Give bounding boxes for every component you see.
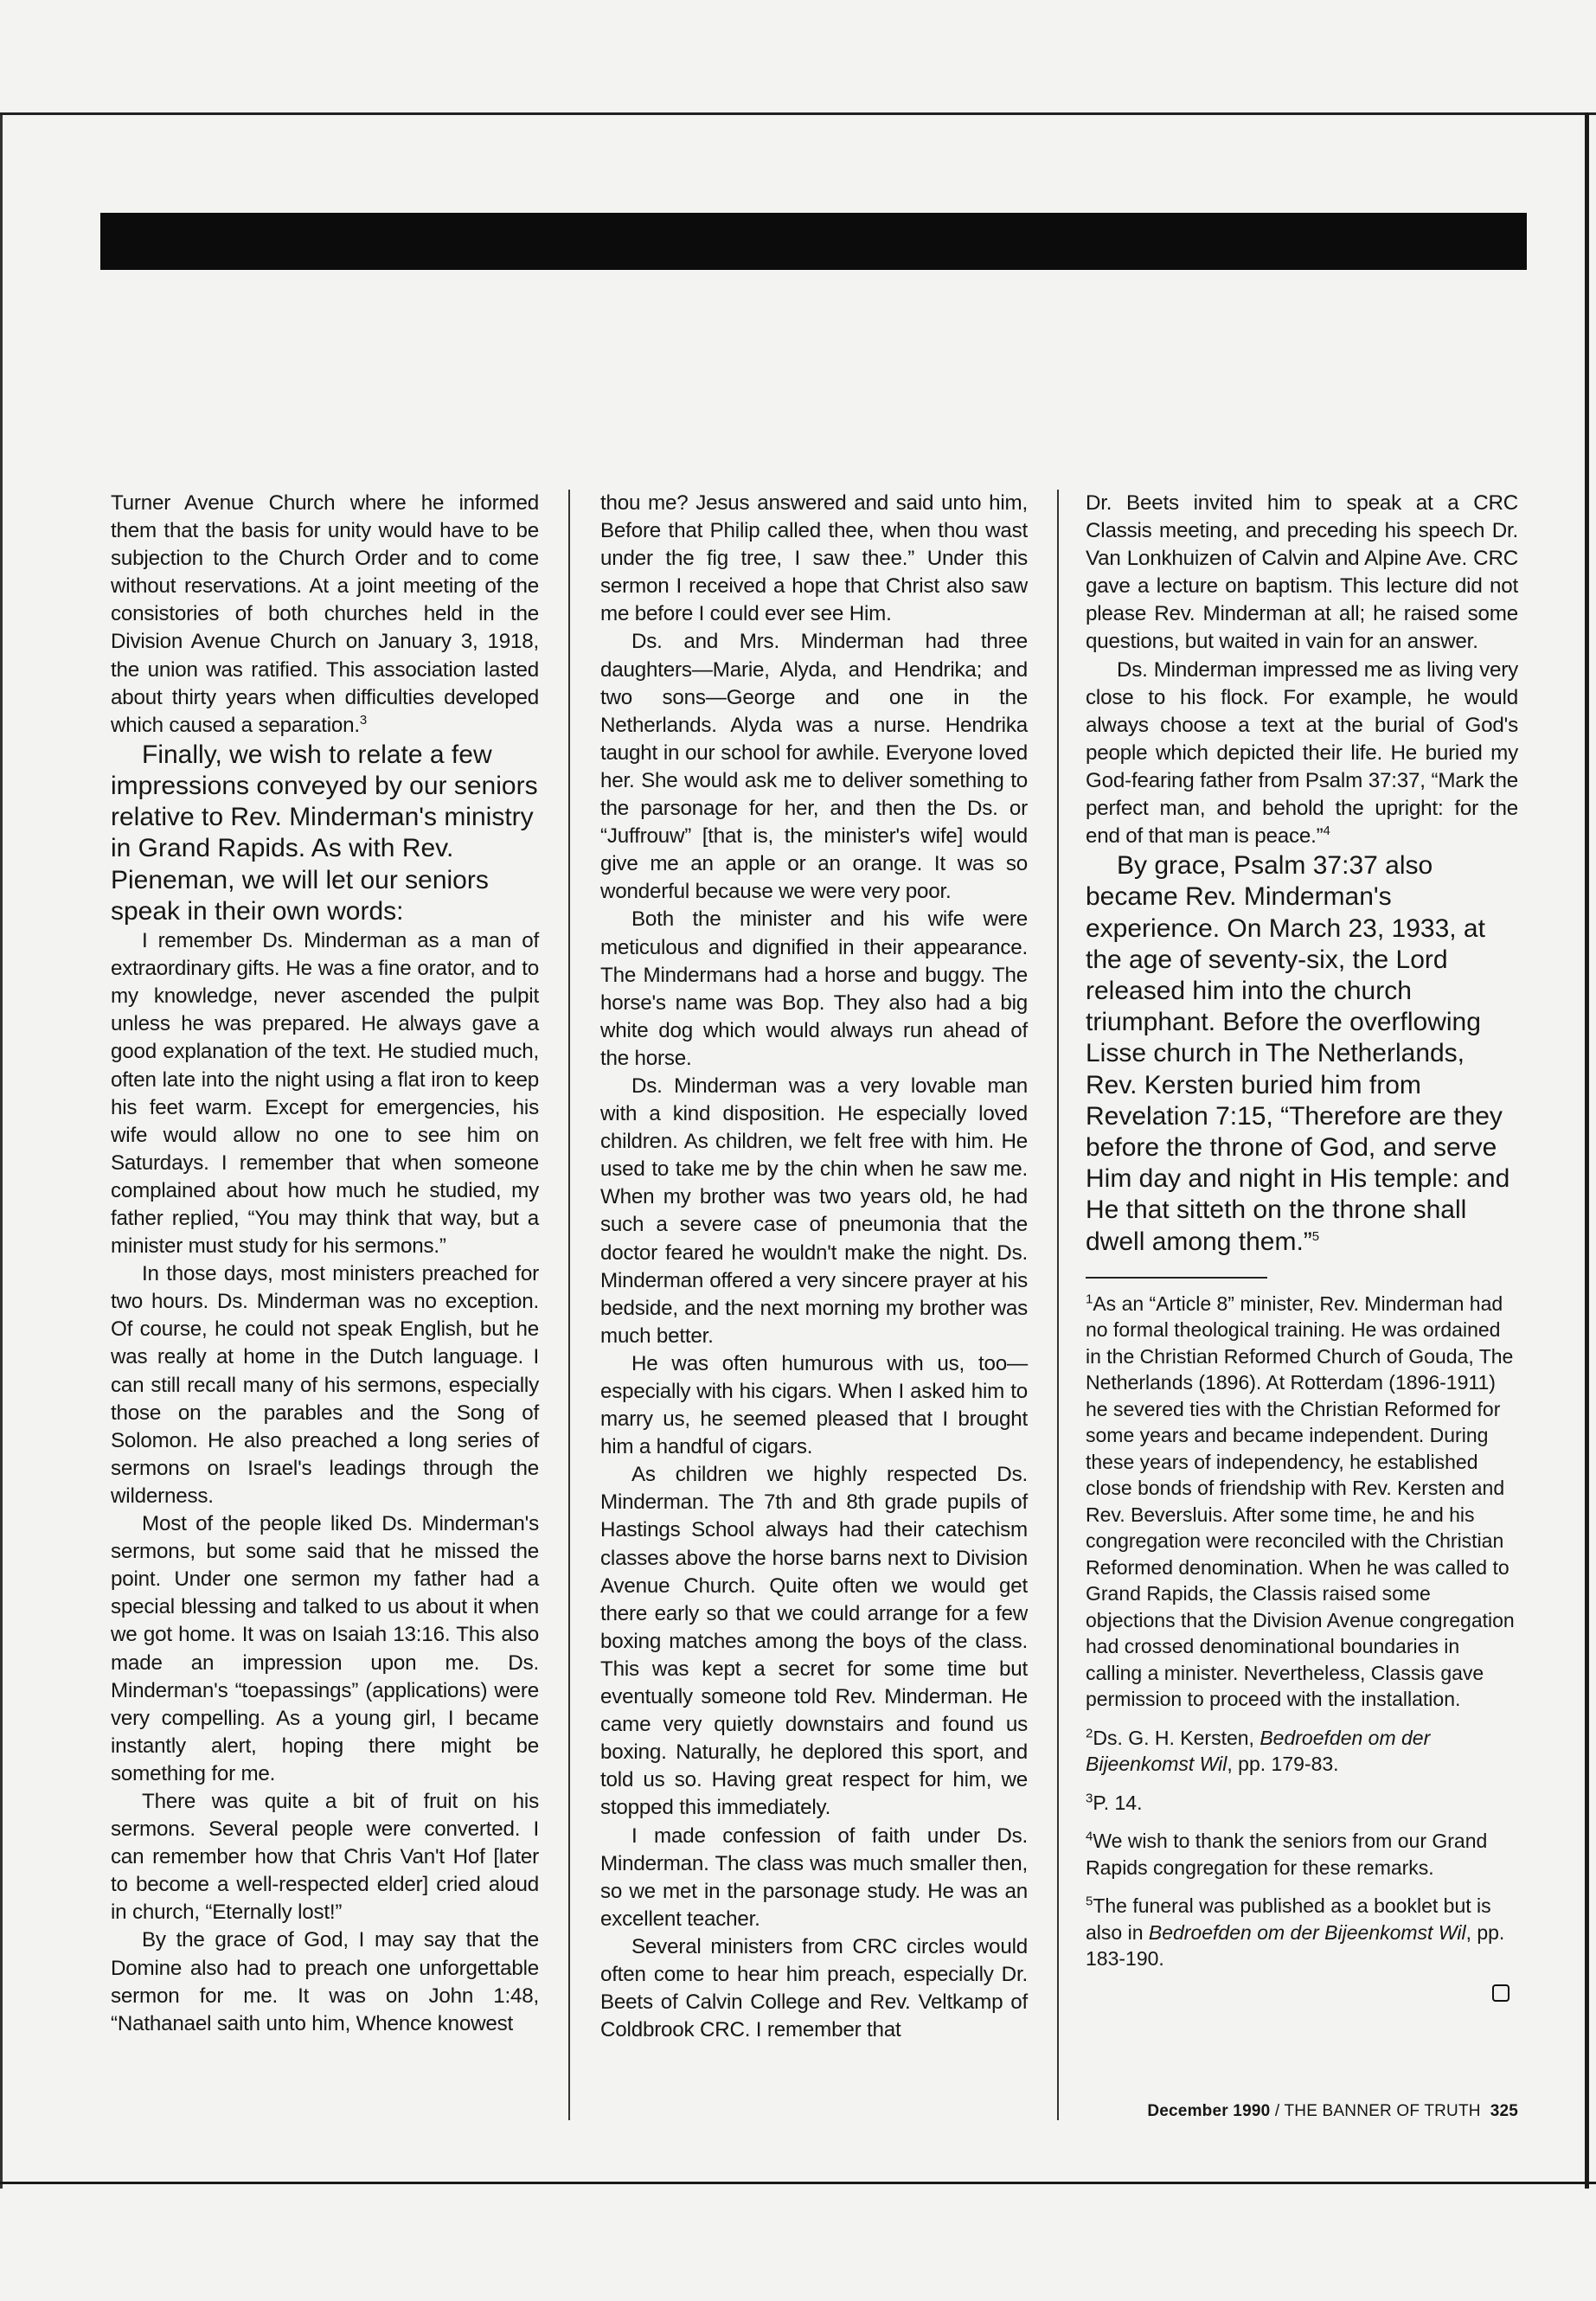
footnote-2: $^2$Ds. G. H. Kersten, Bedroefden om der Bijeenkomst Wil, pp. 179-83.	[1086, 1726, 1431, 1776]
footnote-ref: 5	[1311, 1228, 1320, 1244]
header-banner	[100, 213, 1527, 270]
footer-issue: December 1990	[1147, 2102, 1271, 2120]
paragraph: In those days, most ministers preached for two hours. Ds. Minderman was no exception. Of course, he could not speak English, but he was really at home in the Dutch language. I can still recall many of his sermons, especially those on the parables and the Song of Solomon. He also preached a long series of sermons on Israel's leadings through the wilderness.	[111, 1262, 539, 1508]
right-page-edge	[1585, 112, 1589, 2189]
bottom-rule	[0, 2182, 1596, 2184]
footnote-4: $^4$We wish to thank the seniors from our Grand Rapids congregation for these remarks.	[1086, 1829, 1488, 1879]
left-page-edge	[0, 112, 3, 2189]
footnote-5: $^5$The funeral was published as a booklet but is also in Bedroefden om der Bijeenkomst Wil, pp. 183-190.	[1086, 1894, 1505, 1971]
footnote-divider	[1086, 1277, 1267, 1279]
paragraph: thou me? Jesus answered and said unto him, Before that Philip called thee, when thou wast under the fig tree, I saw thee.” Under this sermon I received a hope that Christ also saw me before I could ever see Him.	[600, 491, 1028, 626]
article-column-1	[111, 490, 539, 2038]
paragraph: By the grace of God, I may say that the Domine also had to preach one unforgettable sermon for me. It was on John 1:48, “Nathanael saith unto him, Whence knowest	[111, 1928, 539, 2035]
column-divider-2	[1057, 490, 1059, 2120]
paragraph: Most of the people liked Ds. Minderman's sermons, but some said that he missed the point. Under one sermon my father had a special blessing and talked to us about it when we got home. It was on Isaiah 13:16. This also made an impression upon me. Ds. Minderman's “toepassings” (applications) were very compelling. As a young girl, I became instantly alert, hoping there might be something for me.	[111, 1512, 539, 1785]
paragraph: Ds. Minderman was a very lovable man with a kind disposition. He especially loved children. As children, we felt free with him. He used to take me by the chin when he saw me. When my brother was two years old, he had such a severe case of pneumonia that the doctor feared he wouldn't make the night. Ds. Minderman offered a very sincere prayer at his bedside, and the next morning my brother was much better.	[600, 1074, 1028, 1348]
article-column-2	[600, 490, 1028, 2044]
page-number: 325	[1490, 2102, 1518, 2120]
footnote-3: $^3$P. 14.	[1086, 1791, 1143, 1814]
paragraph: Dr. Beets invited him to speak at a CRC Classis meeting, and preceding his speech Dr. Van Lonkhuizen of Calvin and Alpine Ave. CRC gave a lecture on baptism. This lecture did not please Rev. Minderman at all; he raised some questions, but waited in vain for an answer.	[1086, 491, 1518, 654]
paragraph: Turner Avenue Church where he informed them that the basis for unity would have to be subjection to the Church Order and to come without reservations. At a joint meeting of the consistories of both churches held in the Division Avenue Church on January 3, 1918, the union was ratified. This association lasted about thirty years when difficulties developed which caused a separation.$^3$	[111, 491, 539, 737]
paragraph: He was often humurous with us, too—especially with his cigars. When I asked him to marry us, he seemed pleased that I brought him a handful of cigars.	[600, 1351, 1028, 1459]
footer-separator: /	[1270, 2102, 1285, 2120]
footnote-ref: 3	[359, 712, 368, 727]
article-column-3	[1086, 490, 1518, 2002]
paragraph: Several ministers from CRC circles would often come to hear him preach, especially Dr. Beets of Calvin College and Rev. Veltkamp of Coldbrook CRC. I remember that	[600, 1934, 1028, 2042]
intro-paragraph: Finally, we wish to relate a few impressions conveyed by our seniors relative to Rev. Minderman's ministry in Grand Rapids. As with Rev. Pieneman, we will let our seniors speak in their own words:	[111, 740, 538, 926]
footnote-ref: 4	[1323, 824, 1330, 839]
page-footer	[1086, 2102, 1518, 2121]
paragraph: There was quite a bit of fruit on his sermons. Several people were converted. I can remember how that Chris Van't Hof [later to become a well-respected elder] cried aloud in church, “Eternally lost!”	[111, 1789, 539, 1925]
closing-paragraph: By grace, Psalm 37:37 also became Rev. Minderman's experience. On March 23, 1933, at the age of seventy-six, the Lord released him into the church triumphant. Before the overflowing Lisse church in The Netherlands, Rev. Kersten buried him from Revelation 7:15, “Therefore are they before the throne of God, and serve Him day and night in His temple: and He that sitteth on the throne shall dwell among them.”$^5$	[1086, 851, 1510, 1256]
footnote-1: $^1$As an “Article 8” minister, Rev. Minderman had no formal theological training. He was ordained in the Christian Reformed Church of Gouda, The Netherlands (1896). At Rotterdam (1896-1911) he severed ties with the Christian Reformed for some years and became independent. During these years of independency, he established close bonds of friendship with Rev. Kersten and Rev. Beversluis. After some time, he and his congregation were reconciled with the Christian Reformed denomination. When he was called to Grand Rapids, the Classis raised some objections that the Division Avenue congregation had crossed denominational boundaries in calling a minister. Nevertheless, Classis gave permission to proceed with the installation.	[1086, 1292, 1515, 1711]
top-rule	[0, 112, 1596, 115]
end-mark-icon	[1492, 1984, 1509, 2002]
paragraph: As children we highly respected Ds. Minderman. The 7th and 8th grade pupils of Hastings School always had their catechism classes above the horse barns next to Division Avenue Church. Quite often we would get there early so that we could arrange for a few boxing matches among the boys of the class. This was kept a secret for some time but eventually someone told Rev. Minderman. He came very quietly downstairs and found us boxing. Naturally, he deplored this sport, and told us so. Having great respect for him, we stopped this immediately.	[600, 1463, 1028, 1820]
footer-magazine: THE BANNER OF TRUTH	[1284, 2102, 1481, 2120]
paragraph: Both the minister and his wife were meticulous and dignified in their appearance. The Mindermans had a horse and buggy. The horse's name was Bop. They also had a big white dog which would always run ahead of the horse.	[600, 907, 1028, 1070]
paragraph: Ds. and Mrs. Minderman had three daughters—Marie, Alyda, and Hendrika; and two sons—George and one in the Netherlands. Alyda was a nurse. Hendrika taught in our school for awhile. Everyone loved her. She would ask me to deliver something to the parsonage for her, and then the Ds. or “Juffrouw” [that is, the minister's wife] would give me an apple or an orange. It was so wonderful because we were very poor.	[600, 630, 1028, 904]
paragraph: I made confession of faith under Ds. Minderman. The class was much smaller then, so we met in the parsonage study. He was an excellent teacher.	[600, 1823, 1028, 1931]
paragraph: I remember Ds. Minderman as a man of extraordinary gifts. He was a fine orator, and to my knowledge, never ascended the pulpit unless he was prepared. He always gave a good explanation of the text. He studied much, often late into the night using a flat iron to keep his feet warm. Except for emergencies, his wife would allow no one to see him on Saturdays. I remember that when someone complained about how much he studied, my father replied, “You may think that way, but a minister must study for his sermons.”	[111, 929, 539, 1259]
paragraph: Ds. Minderman impressed me as living very close to his flock. For example, he would always choose a text at the burial of God's people which depicted their life. He buried my God-fearing father from Psalm 37:37, “Mark the perfect man, and behold the upright: for the end of that man is peace.”$^4$	[1086, 657, 1518, 849]
column-divider-1	[568, 490, 570, 2120]
